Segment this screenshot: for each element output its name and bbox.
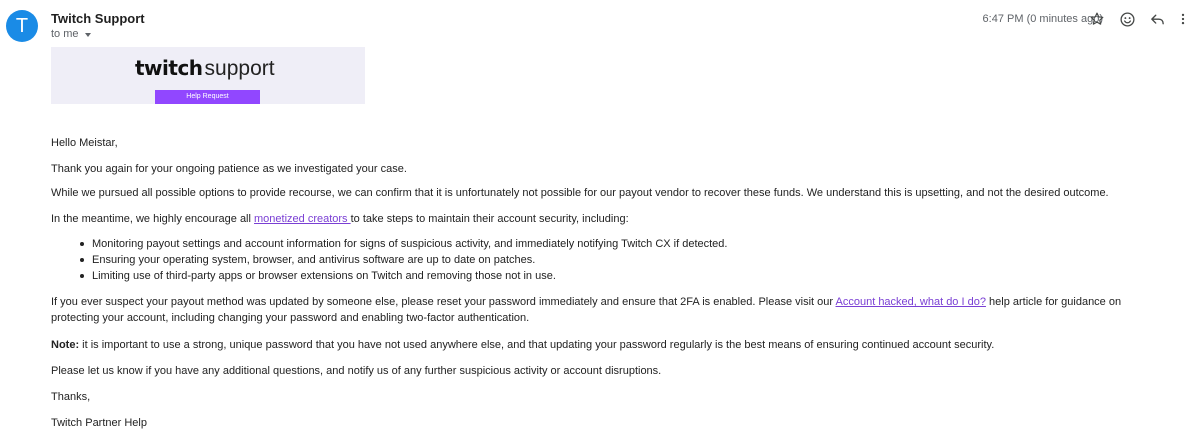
payout-text-start: If you ever suspect your payout method was updated by someone else, please reset your password immediately and ensure that 2FA is enabled. Please visit our (51, 296, 836, 308)
monetized-creators-link[interactable]: monetized creators (254, 213, 351, 225)
logo-twitch-wordmark: twitch (135, 56, 203, 80)
paragraph-payout-suspicion (51, 294, 1171, 326)
emoji-icon[interactable] (1117, 9, 1137, 29)
twitch-support-logo[interactable] (135, 56, 275, 83)
logo-support-wordmark: support (204, 57, 275, 80)
security-tips-list (92, 236, 727, 284)
twitch-support-banner (51, 47, 365, 104)
help-request-button[interactable]: Help Request (155, 90, 260, 104)
encourage-text-start: In the meantime, we highly encourage all (51, 213, 255, 225)
paragraph-recourse: While we pursued all possible options to provide recourse, we can confirm that it is unfortunately not possible for our payout vendor to recover these funds. We understand this is upsetting, and not the desired outcome. (51, 187, 1109, 199)
list-item: Ensuring your operating system, browser, and antivirus software are up to date on patches. (92, 252, 727, 268)
closing-thanks: Thanks, (51, 391, 91, 403)
email-timestamp: 6:47 PM (0 minutes ago) (982, 13, 1103, 25)
list-item: Limiting use of third-party apps or browser extensions on Twitch and removing those not in use. (92, 268, 727, 284)
sender-avatar[interactable]: T (6, 10, 38, 42)
sender-name[interactable]: Twitch Support (51, 11, 145, 26)
signature: Twitch Partner Help (51, 417, 147, 429)
star-icon[interactable] (1087, 9, 1107, 29)
note-label: Note: (51, 339, 80, 351)
caret-down-icon (85, 33, 91, 37)
paragraph-note (51, 337, 994, 353)
payout-text-end: help article for guidance on protecting your account, including changing your password and enabling two-factor authentication. (51, 296, 1122, 324)
greeting: Hello Meistar, (51, 137, 118, 149)
recipient-details-toggle[interactable] (51, 28, 91, 40)
list-item: Monitoring payout settings and account information for signs of suspicious activity, and immediately notifying Twitch CX if detected. (92, 238, 728, 250)
paragraph-questions: Please let us know if you have any additional questions, and notify us of any further suspicious activity or account disruptions. (51, 365, 662, 377)
paragraph-thanks-patience: Thank you again for your ongoing patience as we investigated your case. (51, 163, 407, 175)
account-hacked-link[interactable]: Account hacked, what do I do? (835, 296, 986, 308)
reply-icon[interactable] (1147, 9, 1167, 29)
more-vert-icon[interactable] (1173, 9, 1193, 29)
recipient-label: to me (51, 28, 79, 40)
note-text: it is important to use a strong, unique password that you have not used anywhere else, and that updating your password regularly is the best means of ensuring continued account security. (79, 339, 995, 351)
paragraph-encourage (51, 211, 629, 227)
encourage-text-end: to take steps to maintain their account security, including: (350, 213, 629, 225)
